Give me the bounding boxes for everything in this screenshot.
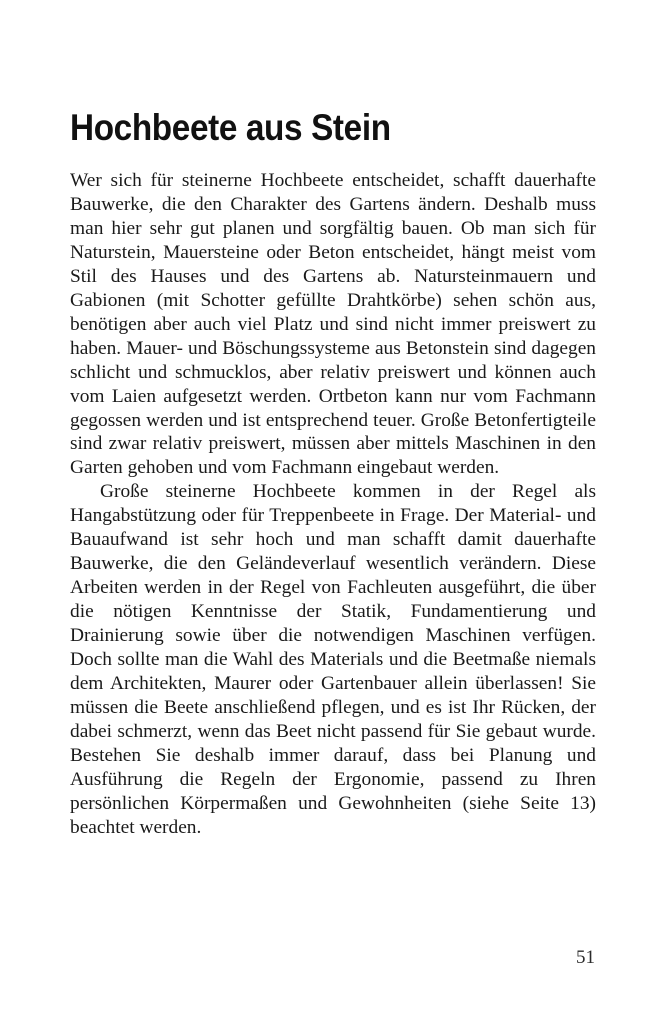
page-number: 51 [576,947,595,968]
paragraph: Große steinerne Hochbeete kommen in der Regel als Hangabstützung oder für Treppenbeete in Frage. Der Material- und Bauaufwand ist sehr hoch und man schafft damit dauerhafte Bauwerke, die den Geländeverlauf wesentlich verändern. Diese Arbeiten werden in der Regel von Fachleuten ausgeführt, die über die nötigen Kenntnisse der Statik, Fundamentierung und Drainierung sowie über die notwendigen Maschinen verfügen. Doch sollte man die Wahl des Materials und die Beetmaße niemals dem Architekten, Maurer oder Gartenbauer allein überlassen! Sie müssen die Beete anschließend pflegen, und es ist Ihr Rücken, der dabei schmerzt, wenn das Beet nicht passend für Sie gebaut wurde. Bestehen Sie deshalb immer darauf, dass bei Planung und Ausführung die Regeln der Ergonomie, passend zu Ihren persönlichen Körpermaßen und Gewohnheiten (siehe Seite 13) beachtet werden. [70,481,596,838]
page-title: Hochbeete aus Stein [70,107,391,148]
body-text [70,148,596,840]
paragraph: Wer sich für steinerne Hochbeete entscheidet, schafft dauerhafte Bauwerke, die den Charakter des Gartens ändern. Deshalb muss man hier sehr gut planen und sorgfältig bauen. Ob man sich für Naturstein, Mauersteine oder Beton entscheidet, hängt meist vom Stil des Hauses und des Gartens ab. Natursteinmauern und Gabionen (mit Schotter gefüllte Drahtkörbe) sehen schön aus, benötigen aber auch viel Platz und sind nicht immer preiswert zu haben. Mauer- und Böschungssysteme aus Betonstein sind dagegen schlicht und schmucklos, aber relativ preiswert und können auch vom Laien aufgesetzt werden. Ortbeton kann nur vom Fachmann gegossen werden und ist entsprechend teuer. Große Betonfertigteile sind zwar relativ preiswert, müssen aber mittels Maschinen in den Garten gehoben und vom Fachmann eingebaut werden. [70,170,596,479]
text-column [70,0,596,840]
